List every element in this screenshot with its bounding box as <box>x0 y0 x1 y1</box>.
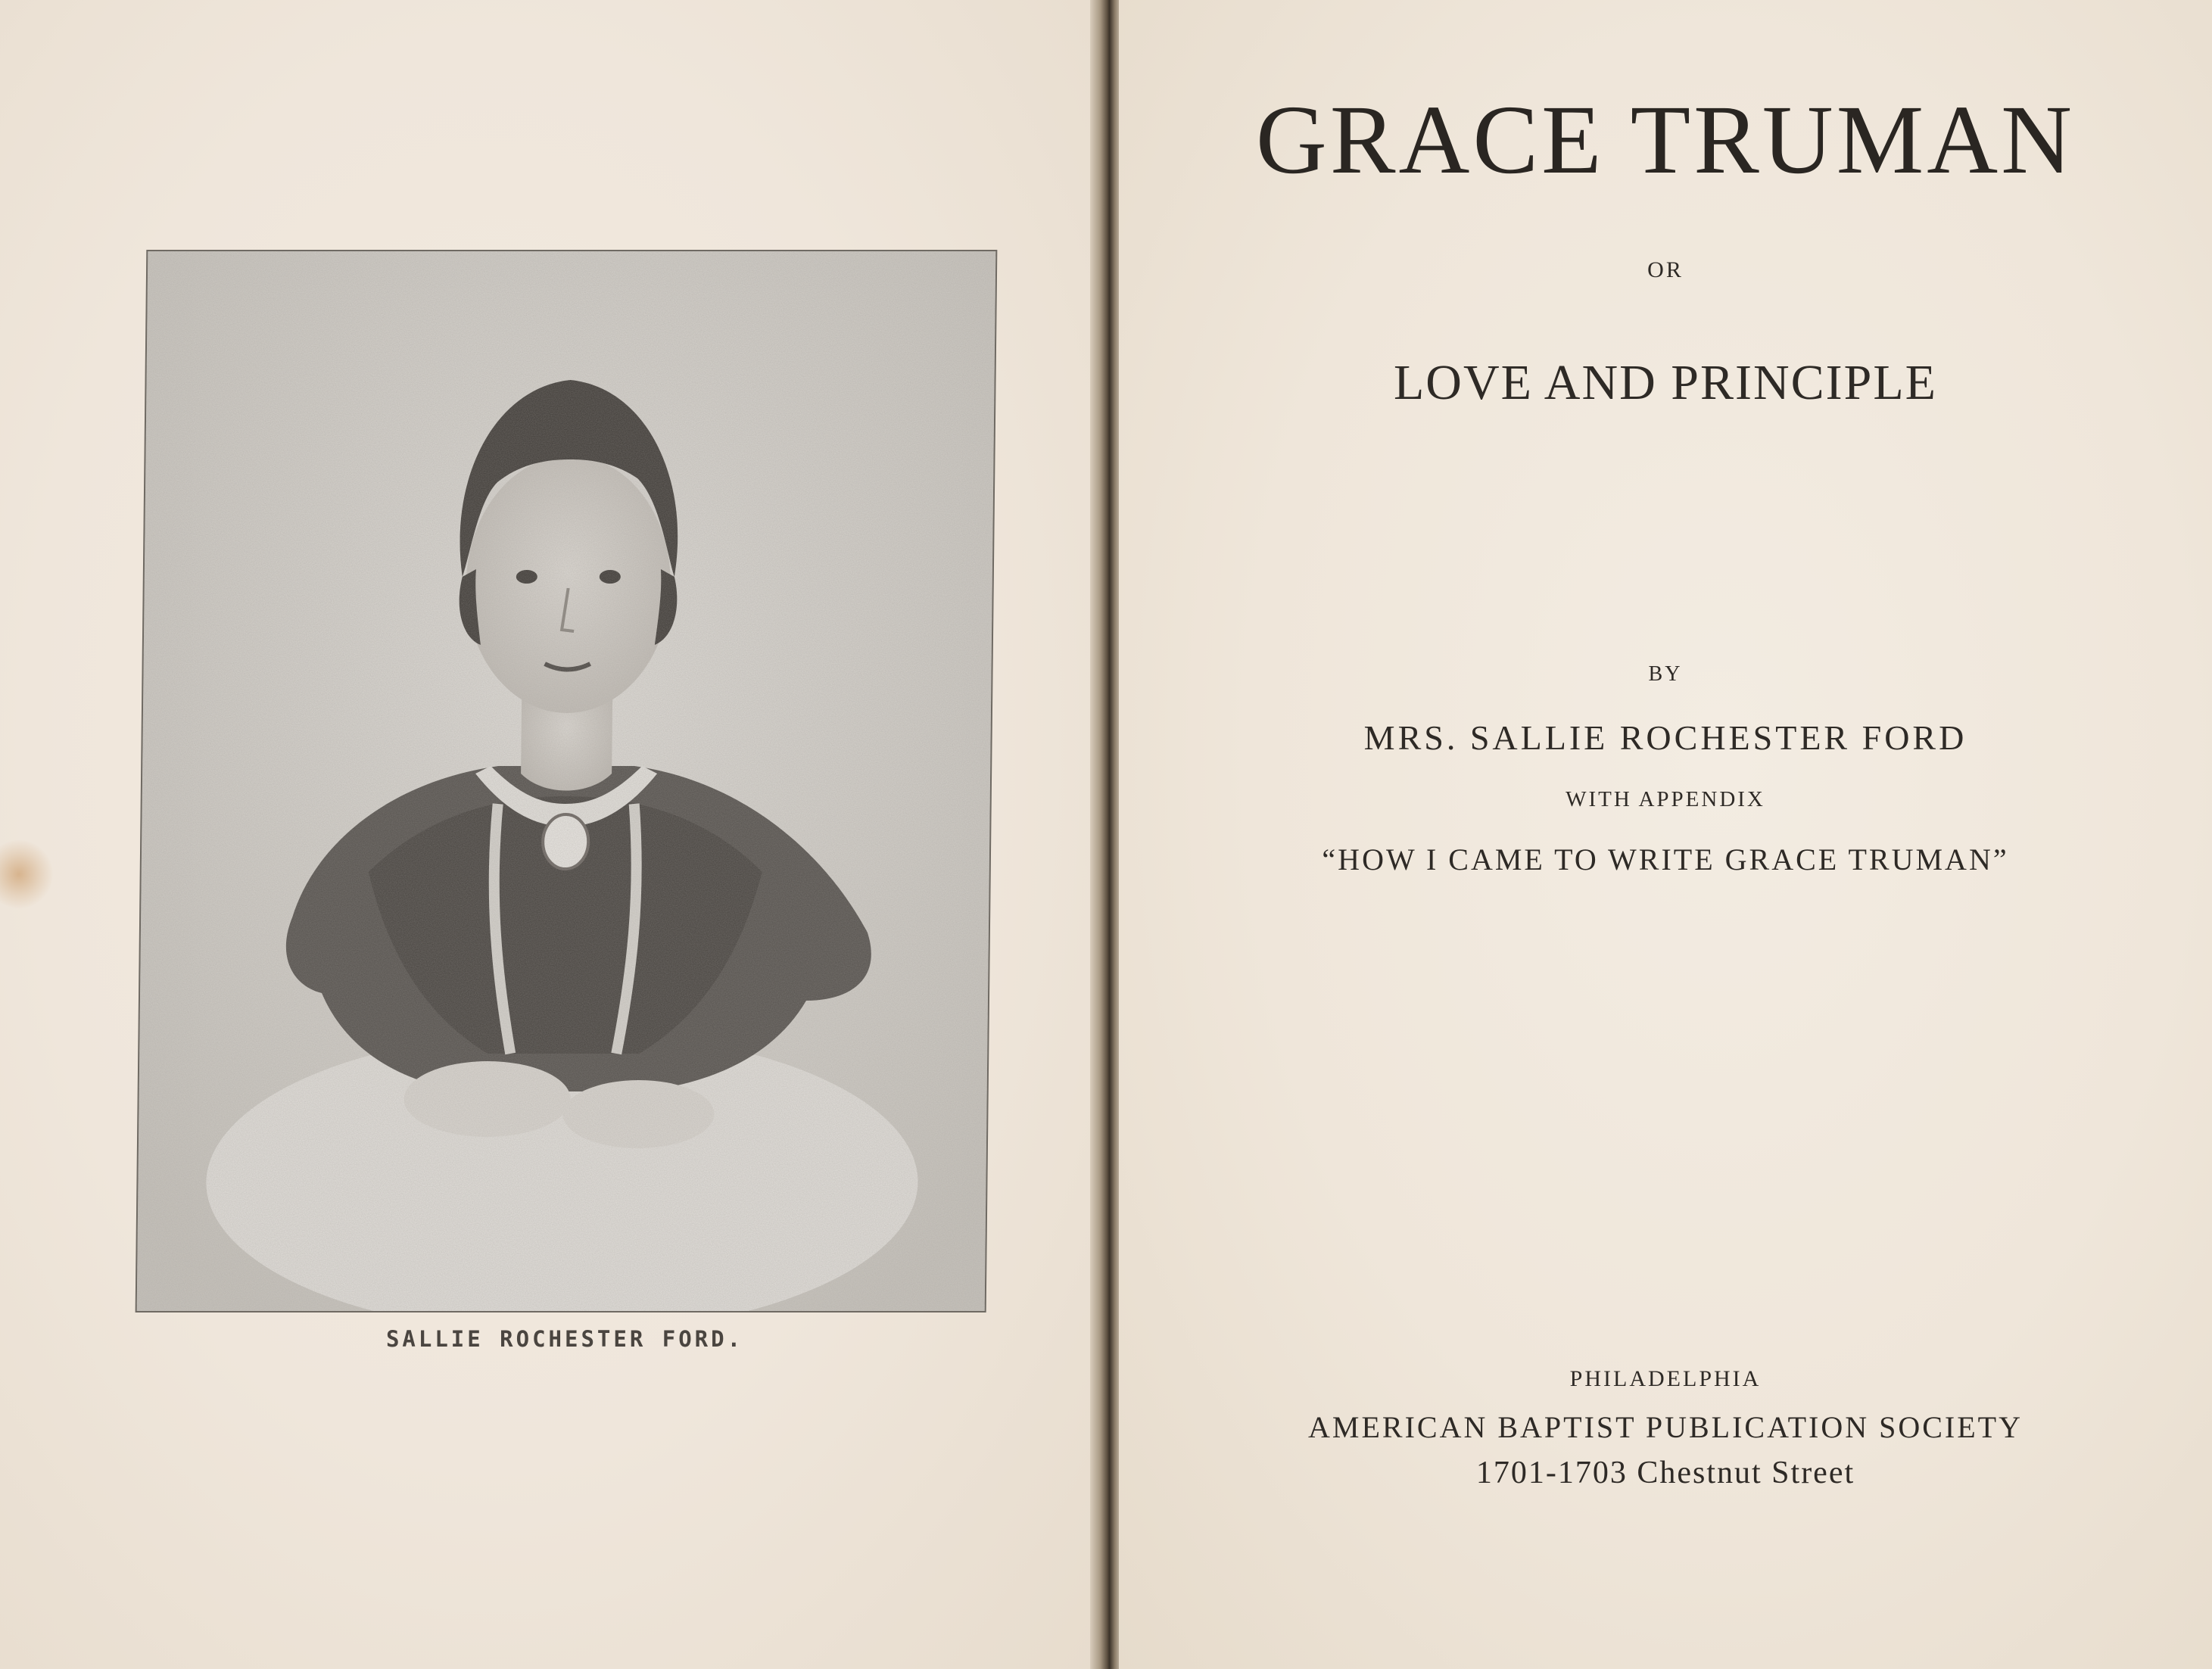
byline-label: BY <box>1648 662 1683 686</box>
frontispiece-page <box>0 0 1096 1669</box>
publisher-name: AMERICAN BAPTIST PUBLICATION SOCIETY <box>1308 1410 2023 1444</box>
appendix-title: “HOW I CAME TO WRITE GRACE TRUMAN” <box>1322 842 2009 877</box>
title-page <box>1119 0 2212 1669</box>
book-subtitle: LOVE AND PRINCIPLE <box>1393 355 1937 410</box>
appendix-label: WITH APPENDIX <box>1566 787 1765 811</box>
portrait-caption: SALLIE ROCHESTER FORD. <box>385 1326 744 1352</box>
author-name: MRS. SALLIE ROCHESTER FORD <box>1363 718 1967 757</box>
title-conjunction: OR <box>1647 257 1684 282</box>
portrait-engraving-icon <box>137 251 996 1311</box>
publisher-city: PHILADELPHIA <box>1569 1366 1762 1391</box>
portrait-plate <box>136 250 998 1312</box>
book-title: GRACE TRUMAN <box>1255 86 2076 195</box>
publisher-address: 1701-1703 Chestnut Street <box>1475 1456 1855 1490</box>
paper-stain <box>0 840 53 908</box>
